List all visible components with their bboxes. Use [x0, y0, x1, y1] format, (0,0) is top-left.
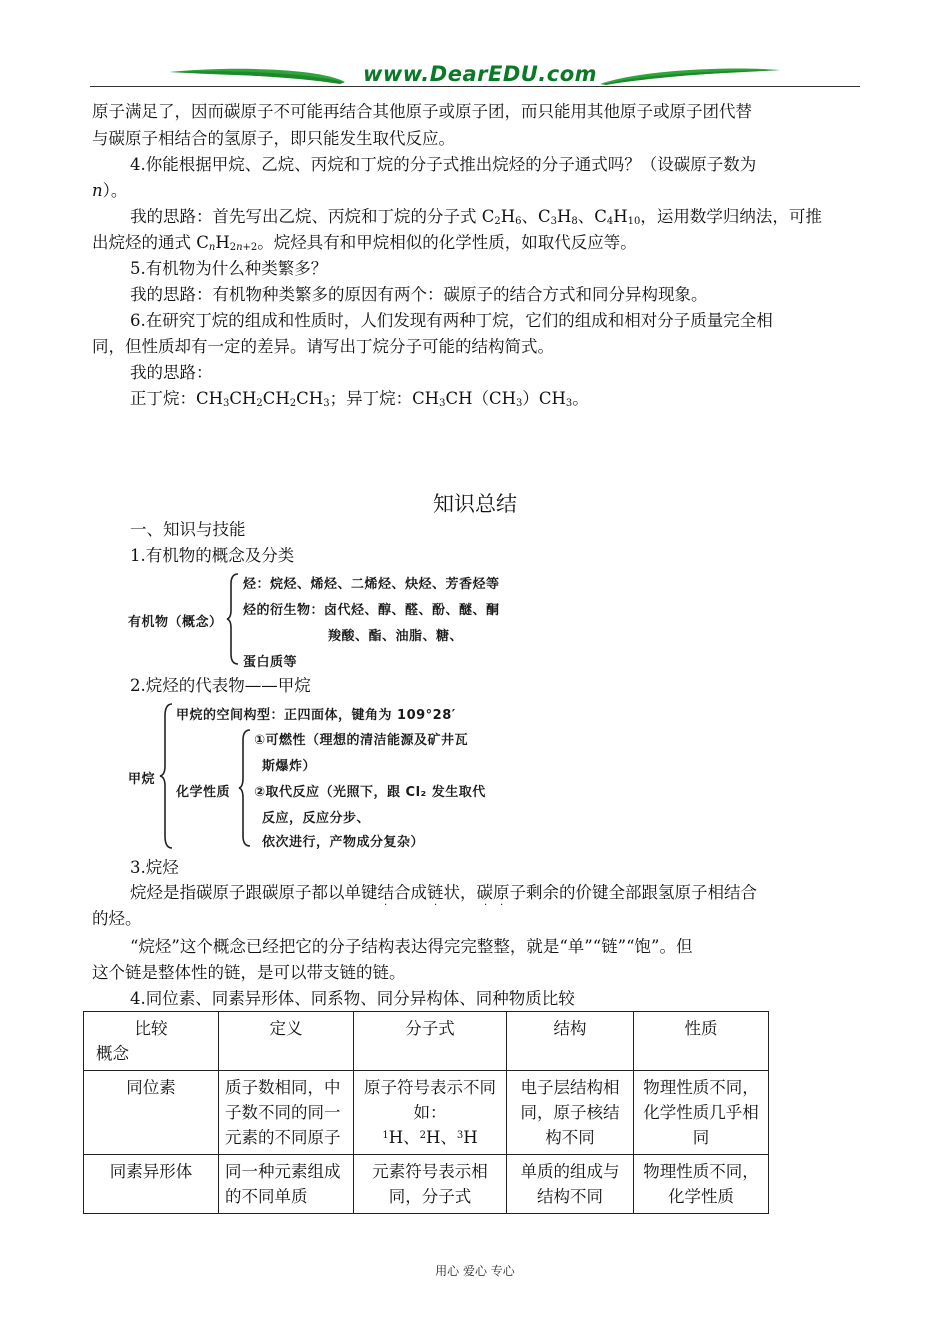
- concept-line: 这个链是整体性的链，是可以带支链的链。: [92, 963, 406, 982]
- table-row: [84, 1155, 769, 1214]
- diagram1-line: 蛋白质等: [243, 655, 298, 670]
- table-cell: 原子符号表示不同如： $^1$H、$^2$H、$^3$H: [354, 1071, 507, 1155]
- diagram2-chem-label: 化学性质: [176, 785, 231, 800]
- table-cell: 单质的组成与结构不同: [507, 1155, 634, 1214]
- emphasis-dot: ·: [384, 900, 388, 911]
- diagram1-line: 烃的衍生物：卤代烃、醇、醛、酚、醚、酮: [243, 603, 500, 618]
- definition-line: 烷烃是指碳原子跟碳原子都以单键结合成链状，碳原子剩余的价键全部跟氢原子相结合: [130, 883, 757, 902]
- diagram1-line: 烃：烷烃、烯烃、二烯烃、炔烃、芳香烃等: [243, 577, 500, 592]
- question-5: 5.有机物为什么种类繁多？: [130, 259, 328, 278]
- diagram2-line: 依次进行，产物成分复杂）: [262, 835, 425, 850]
- page-footer: 用心 爱心 专心: [435, 1264, 515, 1278]
- brace-icon: [158, 702, 174, 850]
- answer-5: 我的思路：有机物种类繁多的原因有两个：碳原子的结合方式和同分异构现象。: [130, 285, 708, 304]
- table-cell: 电子层结构相同，原子核结构不同: [507, 1071, 634, 1155]
- diagram2-line: 反应，反应分步、: [262, 811, 371, 826]
- table-corner-cell: 比较 概念: [84, 1012, 219, 1071]
- table-header-row: [84, 1012, 769, 1071]
- table-cell: 质子数相同，中子数不同的同一元素的不同原子: [219, 1071, 354, 1155]
- table-cell: 同素异形体: [84, 1155, 219, 1214]
- table-cell: 物理性质不同，化学性质: [634, 1155, 769, 1214]
- brace-icon: [238, 728, 252, 848]
- table-header: 性质: [634, 1012, 769, 1071]
- comparison-table: [83, 1011, 769, 1214]
- header-rule: [90, 86, 860, 87]
- diagram1-root: 有机物（概念）: [128, 615, 223, 630]
- question-6: 6.在研究丁烷的组成和性质时，人们发现有两种丁烷，它们的组成和相对分子质量完全相: [130, 311, 773, 330]
- answer-4-cont: 出烷烃的通式 $C_nH_{2n+2}$。烷烃具有和甲烷相似的化学性质，如取代反应等。: [92, 233, 637, 253]
- diagram2-line: 斯爆炸）: [262, 759, 317, 774]
- concept-line: “烷烃”这个概念已经把它的分子结构表达得完完整整，就是“单”“链”“饱”。但: [130, 937, 693, 956]
- table-header: 结构: [507, 1012, 634, 1071]
- diagram2-line: 甲烷的空间构型：正四面体，键角为 109°28′: [176, 708, 456, 723]
- question-4-cont: n）。: [92, 181, 128, 200]
- item-heading: 1.有机物的概念及分类: [130, 546, 295, 565]
- emphasis-dot: ·: [500, 900, 504, 911]
- table-cell: 元素符号表示相同，分子式: [354, 1155, 507, 1214]
- table-cell: 同一种元素组成的不同单质: [219, 1155, 354, 1214]
- table-row: [84, 1071, 769, 1155]
- table-cell: 物理性质不同，化学性质几乎相同: [634, 1071, 769, 1155]
- item-heading: 2.烷烃的代表物——甲烷: [130, 676, 311, 695]
- emphasis-dot: ·: [434, 900, 438, 911]
- emphasis-dot: ·: [484, 900, 488, 911]
- paragraph-line: 与碳原子相结合的氢原子，即只能发生取代反应。: [92, 129, 455, 148]
- diagram2-line: ②取代反应（光照下，跟 Cl₂ 发生取代: [254, 785, 486, 800]
- section-title: 知识总结: [433, 492, 517, 516]
- table-header: 定义: [219, 1012, 354, 1071]
- item-heading: 4.同位素、同素异形体、同系物、同分异构体、同种物质比较: [130, 989, 575, 1008]
- table-cell: 同位素: [84, 1071, 219, 1155]
- site-logo-text[interactable]: www.DearEDU.com: [362, 62, 598, 86]
- definition-line: 的烃。: [92, 909, 142, 928]
- table-header: 分子式: [354, 1012, 507, 1071]
- diagram1-line: 羧酸、酯、油脂、糖、: [328, 629, 464, 644]
- section-heading: 一、知识与技能: [130, 520, 246, 539]
- diagram2-line: ①可燃性（理想的清洁能源及矿井瓦: [254, 733, 469, 748]
- brace-icon: [226, 572, 240, 666]
- diagram2-root: 甲烷: [128, 772, 156, 787]
- question-4: 4.你能根据甲烷、乙烷、丙烷和丁烷的分子式推出烷烃的分子通式吗？（设碳原子数为: [130, 155, 757, 174]
- paragraph-line: 原子满足了，因而碳原子不可能再结合其他原子或原子团，而只能用其他原子或原子团代替: [92, 102, 752, 121]
- question-6-cont: 同，但性质却有一定的差异。请写出丁烷分子可能的结构简式。: [92, 337, 554, 356]
- answer-6-head: 我的思路：: [130, 363, 213, 382]
- item-heading: 3.烷烃: [130, 858, 179, 877]
- answer-6-formulas: 正丁烷：$CH_3CH_2CH_2CH_3$；异丁烷：$CH_3CH(CH_3)CH_3$。: [130, 389, 589, 409]
- answer-4: 我的思路：首先写出乙烷、丙烷和丁烷的分子式 $C_2H_6$、$C_3H_8$、$C_4H_{10}$，运用数学归纳法，可推: [130, 207, 822, 227]
